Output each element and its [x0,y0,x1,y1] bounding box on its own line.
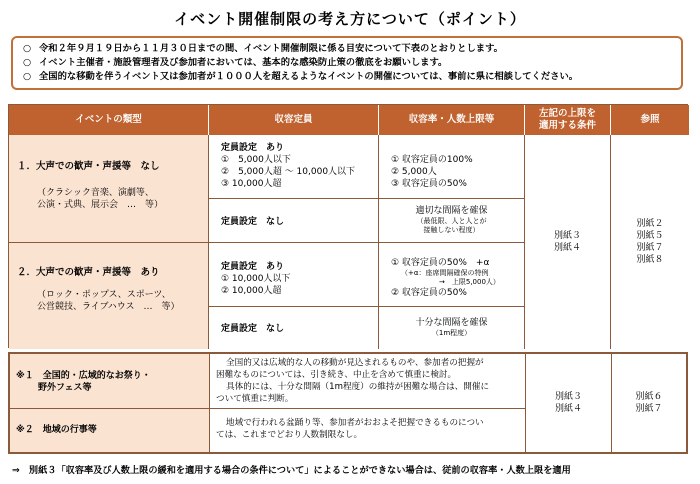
row1-rate-set: ① 収容定員の100% ② 5,000人 ③ 収容定員の50% [379,135,525,199]
row2-capacity-set: 定員設定 あり ① 10,000人以下 ② 10,000人超 [209,243,379,307]
row1-type-cell [9,135,209,243]
upper-condition-cell: 別紙３ 別紙４ [525,135,611,349]
lower-condition-cell: 別紙３ 別紙４ [526,354,612,452]
row1-capacity-set: 定員設定 あり ① 5,000人以下 ② 5,000人超 ～ 10,000人以下 ③ 10,000人超 [209,135,379,199]
notice-box [11,36,683,90]
lower-row2-text: 地域で行われる盆踊り等、参加者がおおよそ把握できるものについ ては、これまでどおり人数制限なし。 [210,409,526,452]
page-title: イベント開催制限の考え方について（ポイント） [174,10,526,28]
row2-rate-none: 十分な間隔を確保 （1m程度） [379,307,525,349]
footer-note: ⇒ 別紙３「収容率及び人数上限の緩和を適用する場合の条件について」によることができない場合は、従前の収容率・人数上限を適用 [12,465,571,476]
row2-examples: （ロック・ポップス、スポーツ、 公営競技、ライブハウス … 等） [37,290,180,312]
row2-type-cell [9,243,209,349]
header-capacity: 収容定員 [209,105,379,135]
row1-title: １．大声での歓声・声援等 なし [17,161,160,172]
row2-rate-set: ① 収容定員の50% +α （+α：座席間隔確保の特例 → 上限5,000人） ② 収容定員の50% [379,243,525,307]
lower-row2-label: ※２ 地域の行事等 [10,409,210,452]
row1-examples: （クラシック音楽、演劇等、 公演・式典、展示会 … 等） [37,188,164,210]
lower-row1-text: 全国的又は広域的な人の移動が見込まれるものや、参加者の把握が 困難なものについては、引き続き、中止を含めて慎重に検討。 具体的には、十分な間隔（1m程度）の維持が困難な場合は、開催に ついて慎重に判断。 [210,354,526,409]
circle-bullet-icon: ○ [23,43,32,54]
lower-reference-cell: 別紙６ 別紙７ [612,354,686,452]
lower-row1-label: ※１ 全国的・広域的なお祭り・ 野外フェス等 [10,354,210,409]
header-rate: 収容率・人数上限等 [379,105,525,135]
circle-bullet-icon: ○ [23,71,32,82]
notice-line: ○ イベント主催者・施設管理者及び参加者においては、基本的な感染防止策の徹底をお願いします。 [23,57,448,68]
row1-rate-none: 適切な間隔を確保 （最低限、人と人とが 接触しない程度） [379,199,525,243]
row2-title: ２．大声での歓声・声援等 あり [17,267,160,278]
upper-reference-cell: 別紙２ 別紙５ 別紙７ 別紙８ [611,135,689,349]
circle-bullet-icon: ○ [23,57,32,68]
notice-line: ○ 全国的な移動を伴うイベント又は参加者が１０００人を超えるようなイベントの開催については、事前に県に相談してください。 [23,71,579,82]
row2-capacity-none: 定員設定 なし [209,307,379,349]
header-reference: 参照 [611,105,689,135]
row1-capacity-none: 定員設定 なし [209,199,379,243]
header-condition: 左記の上限を 適用する条件 [525,105,611,135]
main-table [8,104,688,348]
lower-table [8,352,688,454]
header-type: イベントの類型 [9,105,209,135]
notice-line: ○ 令和２年９月１９日から１１月３０日までの間、イベント開催制限に係る目安について下表のとおりとします。 [23,43,503,54]
